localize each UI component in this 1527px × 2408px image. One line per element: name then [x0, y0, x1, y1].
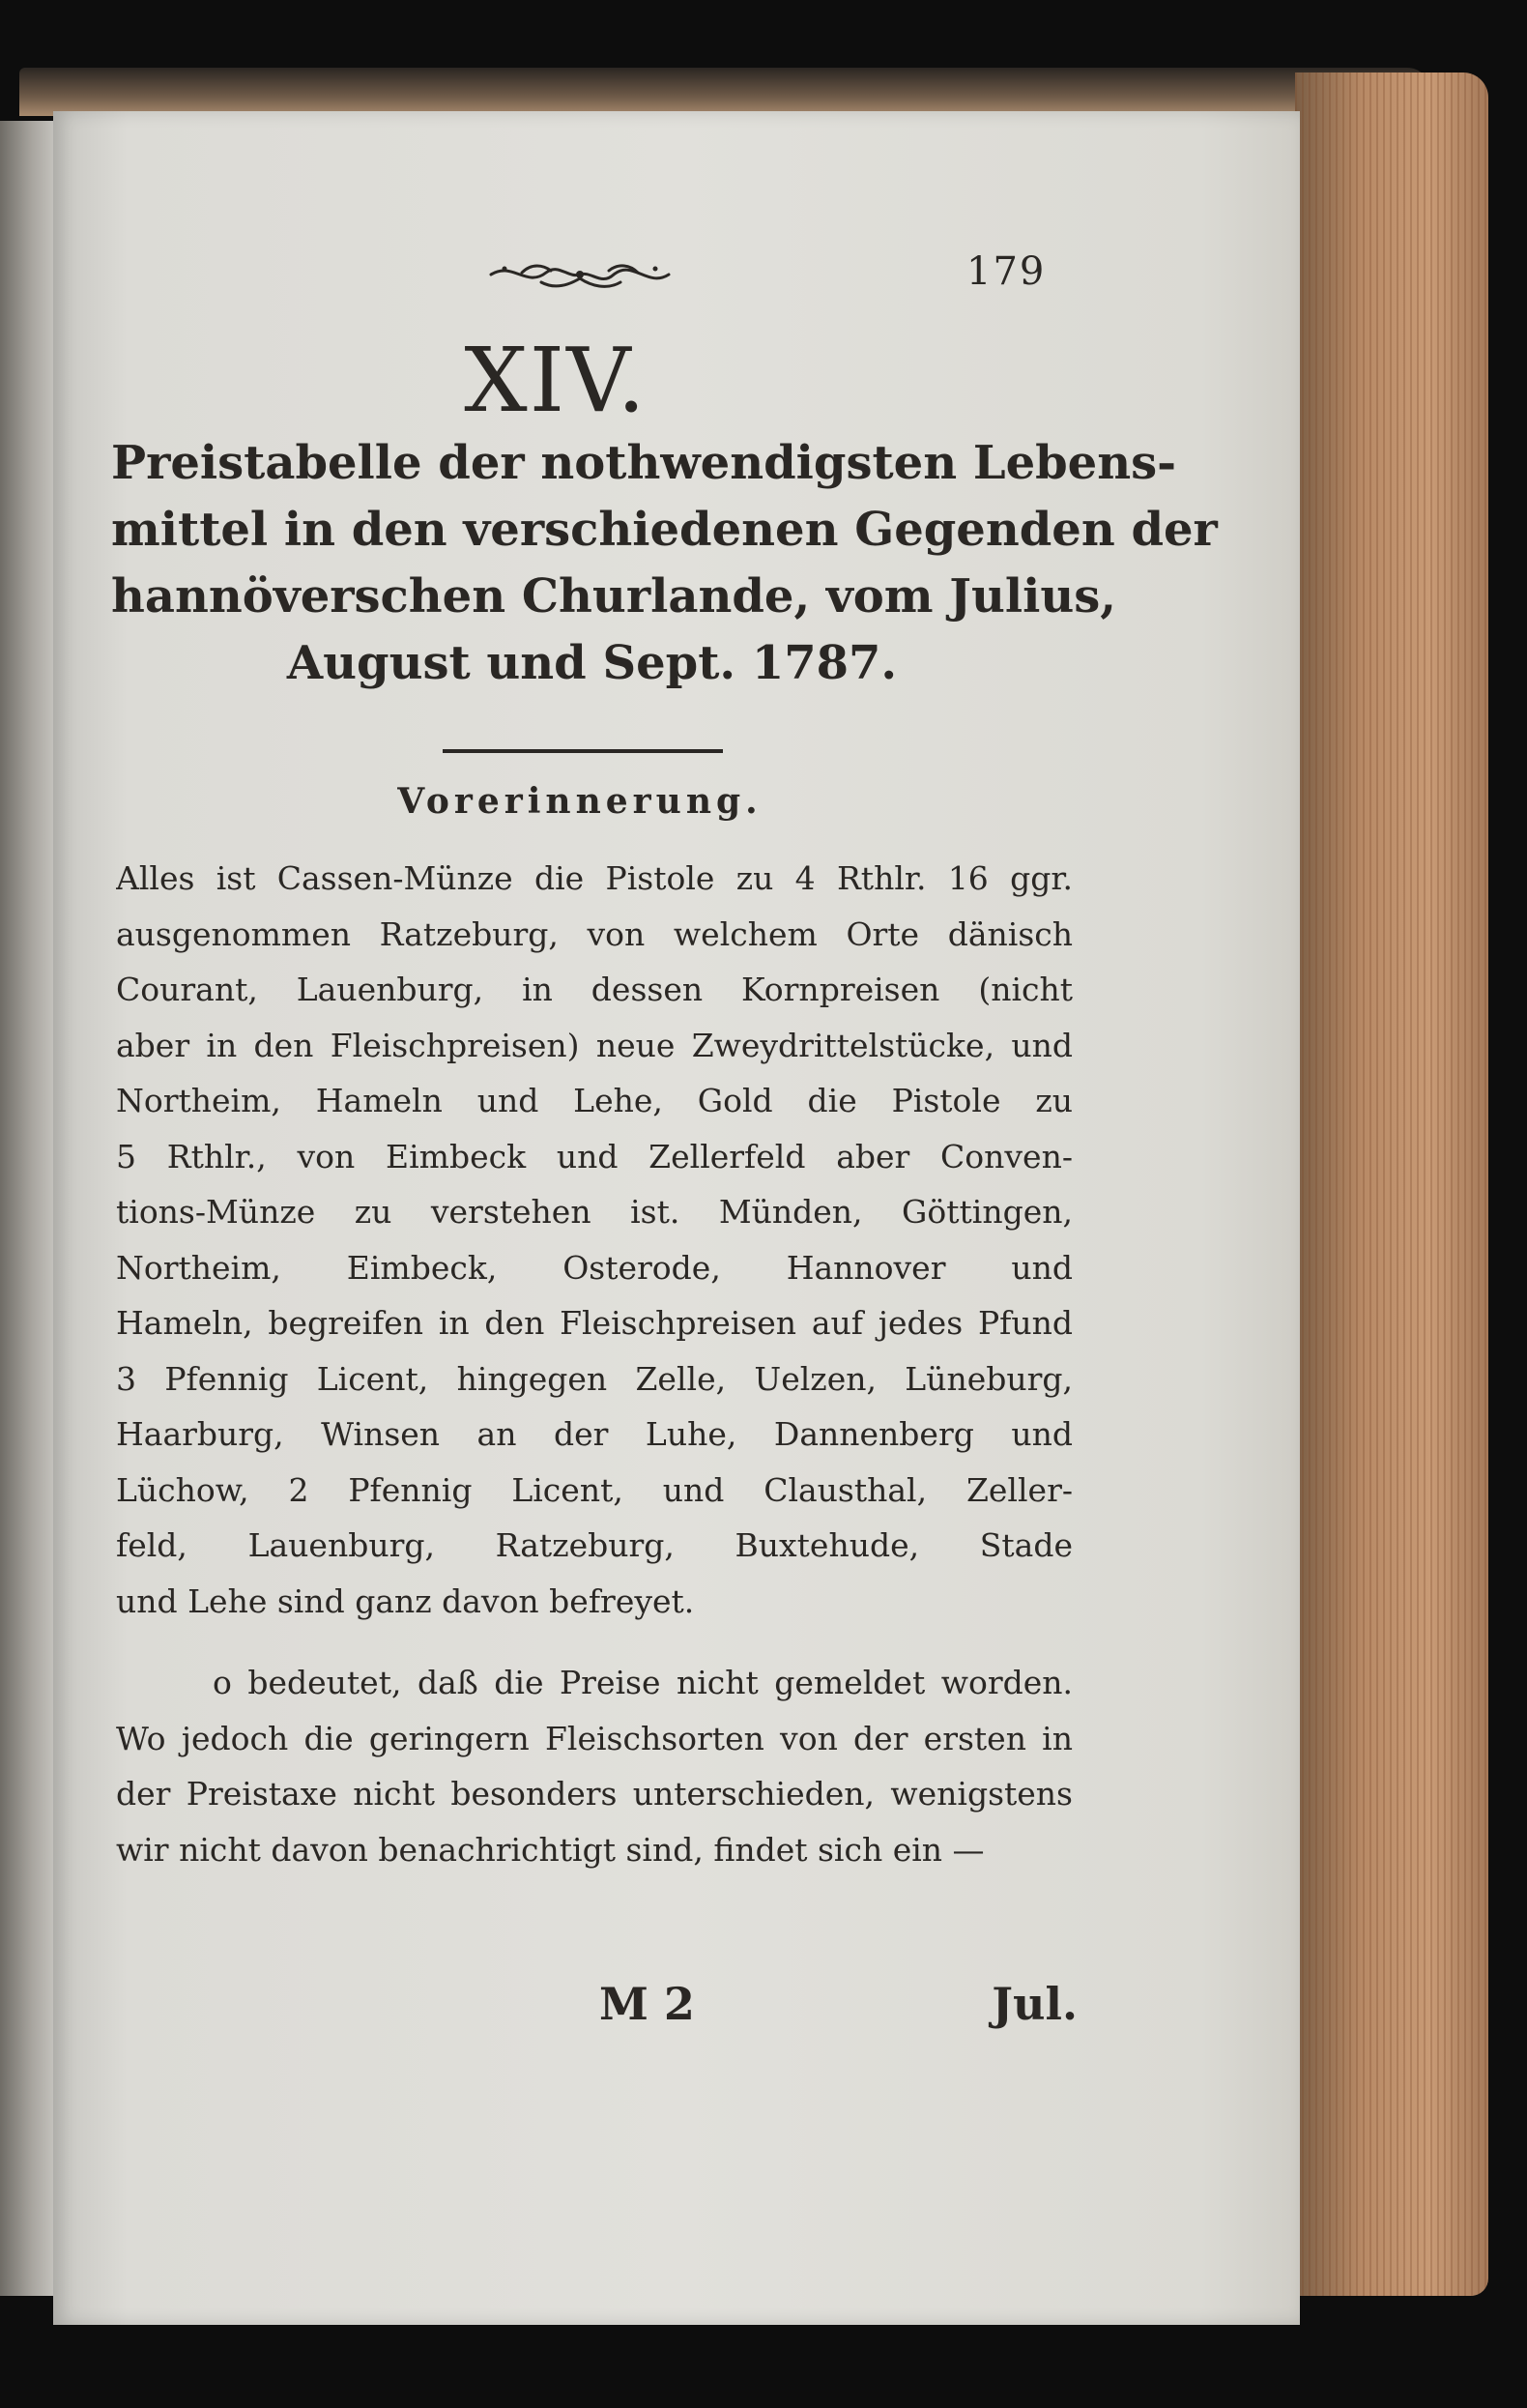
chapter-title — [111, 430, 1218, 697]
text-line: o bedeutet, daß die Preise nicht gemeldet worden. — [213, 1664, 1073, 1701]
text-line: und Lehe sind ganz davon befreyet. — [116, 1581, 695, 1620]
title-line: August und Sept. 1787. — [286, 636, 898, 690]
section-heading: Vorerinnerung. — [397, 781, 763, 822]
text-line: Hameln, begreifen in den Fleischpreisen auf jedes Pfund — [116, 1304, 1073, 1342]
text-line: 5 Rthlr., von Eimbeck und Zellerfeld aber Conven- — [116, 1137, 1073, 1175]
catchword: Jul. — [992, 1978, 1078, 2030]
title-line: mittel in den verschiedenen Gegenden der — [111, 503, 1218, 557]
title-line: hannöverschen Churlande, vom Julius, — [111, 569, 1116, 624]
paragraph-notation-note — [116, 1655, 1073, 1877]
text-line: Northeim, Eimbeck, Osterode, Hannover und — [116, 1248, 1073, 1287]
text-line: Courant, Lauenburg, in dessen Kornpreisen (nicht — [116, 971, 1073, 1008]
title-line: Preistabelle der nothwendigsten Lebens- — [111, 436, 1177, 490]
text-line: Northeim, Hameln und Lehe, Gold die Pistole zu — [116, 1082, 1073, 1119]
text-line: aber in den Fleischpreisen) neue Zweydrittelstücke, und — [116, 1026, 1073, 1064]
text-line: feld, Lauenburg, Ratzeburg, Buxtehude, Stade — [116, 1526, 1073, 1564]
text-line: Haarburg, Winsen an der Luhe, Dannenberg und — [116, 1415, 1073, 1453]
text-line: Alles ist Cassen-Münze die Pistole zu 4 Rthlr. 16 ggr. — [116, 859, 1073, 897]
page-number: 179 — [966, 249, 1047, 294]
text-line: wir nicht davon benachrichtigt sind, findet sich ein — — [116, 1830, 985, 1869]
page-block-edge — [1295, 73, 1488, 2296]
paragraph-preliminary-note — [116, 851, 1073, 1629]
left-page-edge — [0, 121, 58, 2296]
text-line: der Preistaxe nicht besonders unterschieden, wenigstens — [116, 1775, 1073, 1813]
title-divider — [443, 749, 723, 753]
text-line: Lüchow, 2 Pfennig Licent, und Clausthal, Zeller- — [116, 1470, 1073, 1509]
chapter-number: XIV. — [464, 329, 648, 432]
book-cover-top — [19, 68, 1430, 116]
text-line: Wo jedoch die geringern Fleischsorten von der ersten in — [116, 1719, 1073, 1757]
text-line: 3 Pfennig Licent, hingegen Zelle, Uelzen, Lüneburg, — [116, 1359, 1073, 1398]
text-line: tions-Münze zu verstehen ist. Münden, Göttingen, — [116, 1193, 1073, 1231]
text-line: ausgenommen Ratzeburg, von welchem Orte dänisch — [116, 914, 1073, 953]
ornament-flourish-icon — [483, 253, 677, 296]
signature-mark: M 2 — [599, 1978, 695, 2030]
